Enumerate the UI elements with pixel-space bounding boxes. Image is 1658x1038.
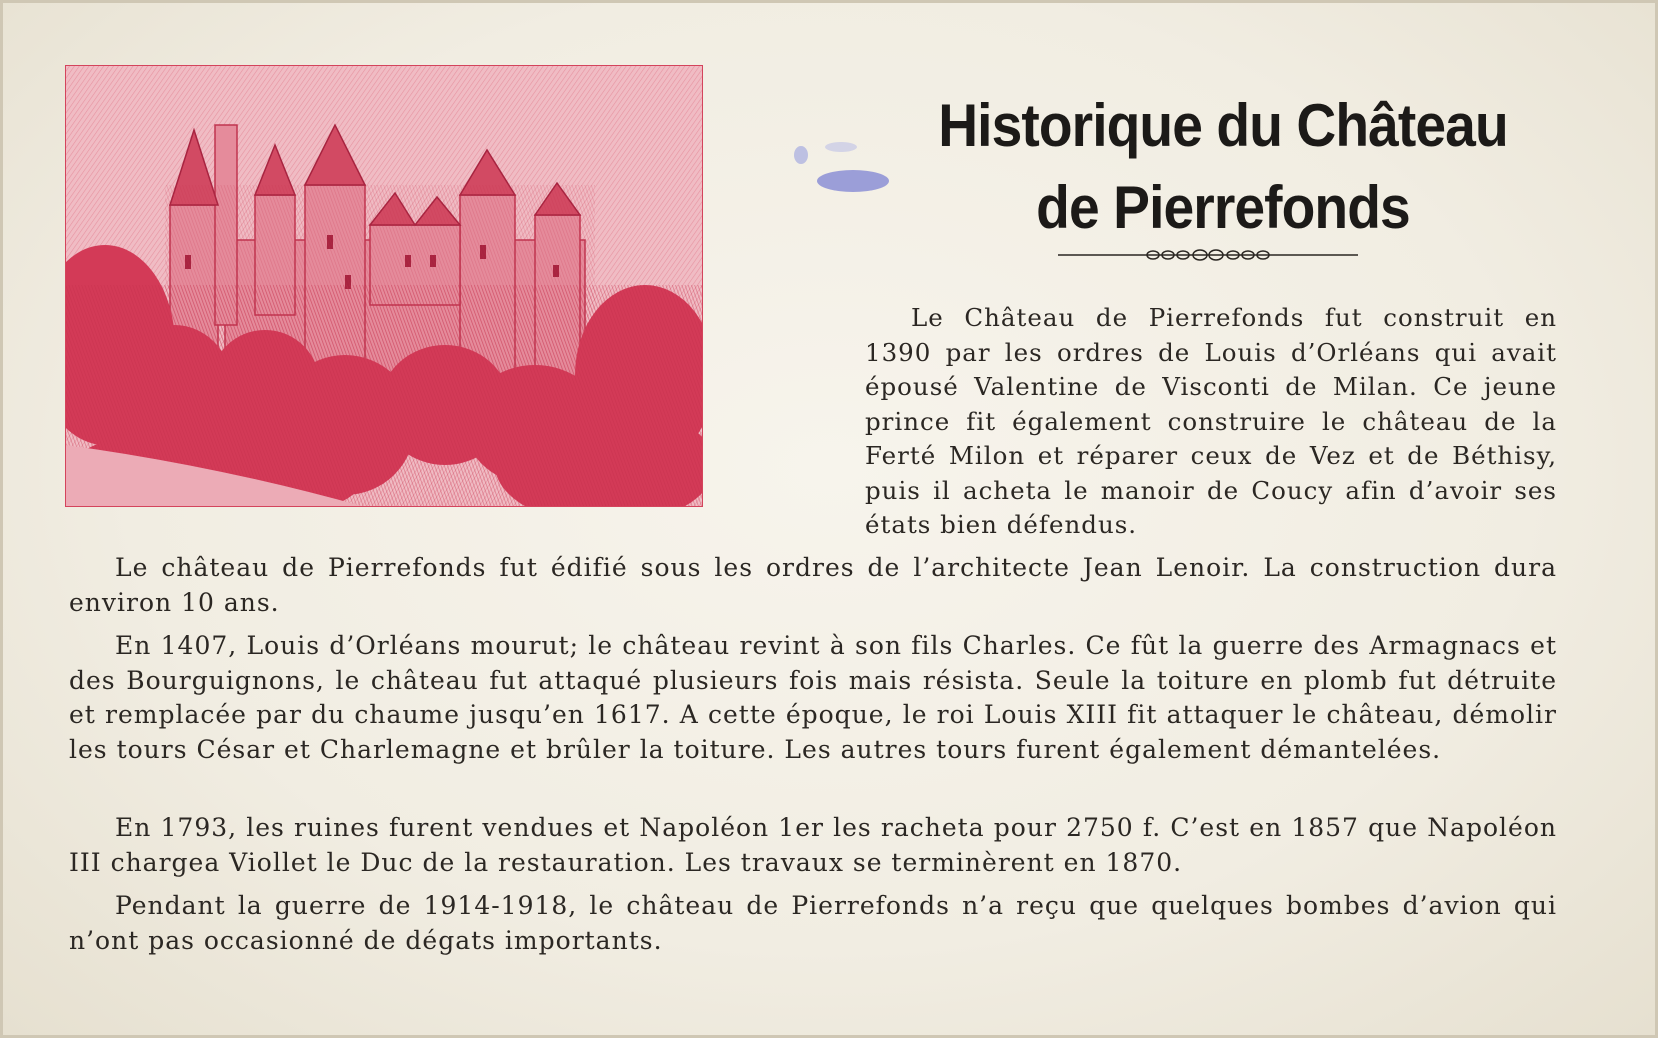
paragraph-3: [69, 629, 1557, 767]
castle-engraving-icon: [65, 65, 703, 507]
paragraph-5-text: Pendant la guerre de 1914-1918, le château de Pierrefonds n’a reçu que quelques bombes d’avion qui n’ont pas occasionné de dégats importants.: [69, 891, 1557, 955]
page-title: [910, 85, 1536, 249]
ink-stain-icon: [783, 133, 893, 203]
paragraph-3-text: En 1407, Louis d’Orléans mourut; le château revint à son fils Charles. Ce fût la guerre des Armagnacs et des Bourguignons, le château fut attaqué plusieurs fois mais résista. Seule la toiture en plomb fut détruite et remplacée par du chaume jusqu’en 1617. A cette époque, le roi Louis XIII fit attaquer le château, démolir les tours César et Charlemagne et brûler la toiture. Les autres tours furent également démantelées.: [69, 631, 1557, 764]
ornament-divider-icon: [1058, 247, 1358, 263]
paragraph-2-text: Le château de Pierrefonds fut édifié sous les ordres de l’architecte Jean Lenoir. La construction dura environ 10 ans.: [69, 553, 1557, 617]
paragraph-1-text: Le Château de Pierrefonds fut construit en 1390 par les ordres de Louis d’Orléans qui avait épousé Valentine de Visconti de Milan. Ce jeune prince fit également construire le château de la Ferté Milon et réparer ceux de Vez et de Béthisy, puis il acheta le manoir de Coucy afin d’avoir ses états bien défendus.: [865, 303, 1557, 539]
paragraph-4: [69, 811, 1557, 880]
paragraph-2: [69, 551, 1557, 620]
paragraph-4-text: En 1793, les ruines furent vendues et Napoléon 1er les racheta pour 2750 f. C’est en 1857 que Napoléon III chargea Viollet le Duc de la restauration. Les travaux se terminèrent en 1870.: [69, 813, 1557, 877]
title-line-2: de Pierrefonds: [1036, 174, 1410, 241]
title-line-1: Historique du Château: [938, 92, 1508, 159]
castle-illustration: [65, 65, 703, 507]
paragraph-5: [69, 889, 1557, 958]
paragraph-1: [865, 301, 1557, 543]
